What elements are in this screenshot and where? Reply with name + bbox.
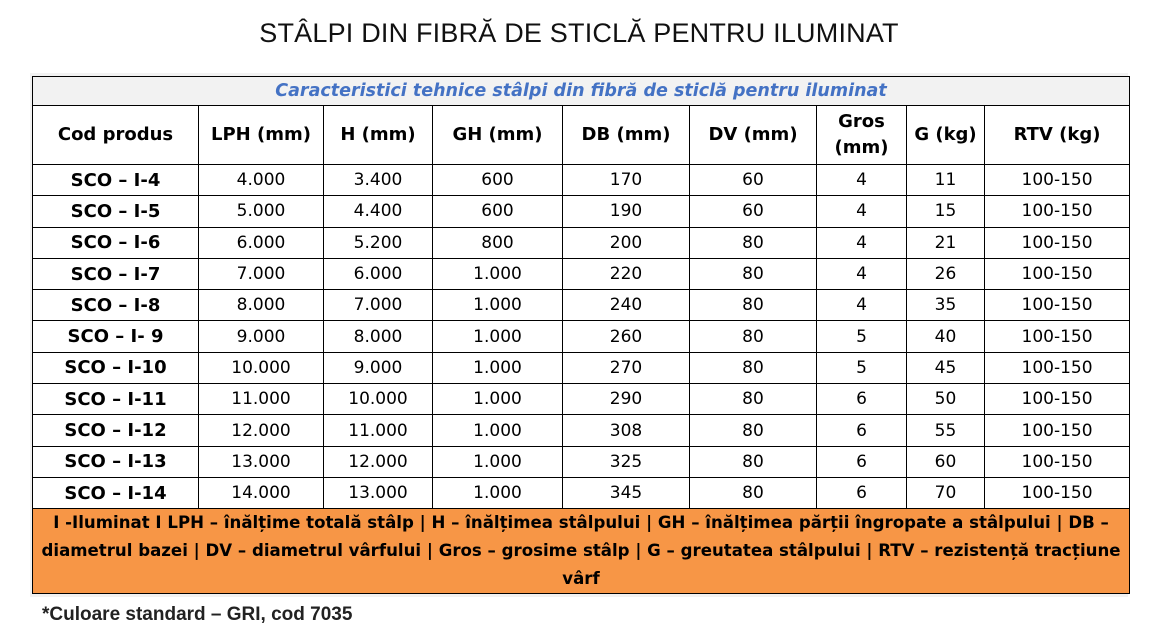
- table-cell: 1.000: [433, 477, 563, 508]
- table-row: [33, 352, 1130, 383]
- table-cell: 100-150: [985, 352, 1130, 383]
- table-cell: 6: [817, 477, 907, 508]
- table-cell: 10.000: [324, 384, 433, 415]
- table-cell: 270: [563, 352, 690, 383]
- table-caption: Caracteristici tehnice stâlpi din fibră de sticlă pentru iluminat: [33, 77, 1130, 106]
- footnote: *Culoare standard – GRI, cod 7035: [42, 604, 353, 625]
- table-cell: 325: [563, 446, 690, 477]
- table-cell: 11: [907, 165, 985, 196]
- table-cell: 80: [690, 477, 817, 508]
- table-cell: 4: [817, 165, 907, 196]
- table-cell: 6: [817, 415, 907, 446]
- table-cell: 60: [690, 196, 817, 227]
- table-cell: 1.000: [433, 258, 563, 289]
- table-cell: 600: [433, 196, 563, 227]
- table-cell: 1.000: [433, 352, 563, 383]
- abbreviations-legend: I -Iluminat I LPH – înălțime totală stâlp | H – înălțimea stâlpului | GH – înălțimea părții îngropate a stâlpului | DB – diametrul bazei | DV – diametrul vârfului | Gros – grosime stâlp | G – greutatea stâlpului | RTV – rezistență tracțiune vârf: [33, 509, 1130, 594]
- table-cell: 1.000: [433, 415, 563, 446]
- table-cell: 308: [563, 415, 690, 446]
- table-cell: 1.000: [433, 290, 563, 321]
- table-cell: 600: [433, 165, 563, 196]
- table-cell: 7.000: [199, 258, 324, 289]
- table-cell: 15: [907, 196, 985, 227]
- table-cell: 11.000: [199, 384, 324, 415]
- table-cell: 4: [817, 290, 907, 321]
- table-cell: 100-150: [985, 321, 1130, 352]
- table-cell: 14.000: [199, 477, 324, 508]
- product-code-cell: SCO – I- 9: [33, 321, 199, 352]
- table-cell: 70: [907, 477, 985, 508]
- table-cell: 170: [563, 165, 690, 196]
- table-cell: 12.000: [199, 415, 324, 446]
- table-cell: 100-150: [985, 446, 1130, 477]
- table-cell: 6.000: [324, 258, 433, 289]
- table-cell: 35: [907, 290, 985, 321]
- header-db: DB (mm): [563, 106, 690, 165]
- table-cell: 200: [563, 227, 690, 258]
- table-cell: 5: [817, 352, 907, 383]
- page-title: STÂLPI DIN FIBRĂ DE STICLĂ PENTRU ILUMINAT: [259, 18, 899, 48]
- table-cell: 4.400: [324, 196, 433, 227]
- header-rtv: RTV (kg): [985, 106, 1130, 165]
- product-code-cell: SCO – I-10: [33, 352, 199, 383]
- product-code-cell: SCO – I-4: [33, 165, 199, 196]
- table-cell: 8.000: [324, 321, 433, 352]
- table-cell: 240: [563, 290, 690, 321]
- table-row: [33, 196, 1130, 227]
- table-row: [33, 415, 1130, 446]
- table-cell: 100-150: [985, 227, 1130, 258]
- table-cell: 345: [563, 477, 690, 508]
- table-cell: 55: [907, 415, 985, 446]
- header-gros: Gros (mm): [817, 106, 907, 165]
- table-cell: 100-150: [985, 384, 1130, 415]
- table-cell: 190: [563, 196, 690, 227]
- product-code-cell: SCO – I-14: [33, 477, 199, 508]
- table-row: [33, 446, 1130, 477]
- table-cell: 3.400: [324, 165, 433, 196]
- product-code-cell: SCO – I-12: [33, 415, 199, 446]
- table-cell: 80: [690, 384, 817, 415]
- header-lph: LPH (mm): [199, 106, 324, 165]
- header-g: G (kg): [907, 106, 985, 165]
- table-cell: 4: [817, 227, 907, 258]
- table-cell: 45: [907, 352, 985, 383]
- table-cell: 80: [690, 446, 817, 477]
- table-cell: 80: [690, 227, 817, 258]
- table-row: [33, 384, 1130, 415]
- table-cell: 290: [563, 384, 690, 415]
- table-row: [33, 321, 1130, 352]
- product-code-cell: SCO – I-5: [33, 196, 199, 227]
- table-cell: 260: [563, 321, 690, 352]
- table-cell: 1.000: [433, 321, 563, 352]
- table-cell: 50: [907, 384, 985, 415]
- table-cell: 13.000: [199, 446, 324, 477]
- table-cell: 5: [817, 321, 907, 352]
- table-cell: 13.000: [324, 477, 433, 508]
- table-cell: 80: [690, 352, 817, 383]
- header-gh: GH (mm): [433, 106, 563, 165]
- product-code-cell: SCO – I-8: [33, 290, 199, 321]
- table-caption-row: [33, 77, 1130, 106]
- table-cell: 9.000: [199, 321, 324, 352]
- table-cell: 100-150: [985, 415, 1130, 446]
- table-cell: 6.000: [199, 227, 324, 258]
- table-cell: 60: [907, 446, 985, 477]
- header-h: H (mm): [324, 106, 433, 165]
- table-row: [33, 165, 1130, 196]
- table-cell: 12.000: [324, 446, 433, 477]
- table-cell: 1.000: [433, 384, 563, 415]
- table-cell: 100-150: [985, 258, 1130, 289]
- product-code-cell: SCO – I-11: [33, 384, 199, 415]
- product-code-cell: SCO – I-13: [33, 446, 199, 477]
- table-cell: 40: [907, 321, 985, 352]
- header-code: Cod produs: [33, 106, 199, 165]
- table-cell: 6: [817, 446, 907, 477]
- table-cell: 100-150: [985, 196, 1130, 227]
- table-cell: 9.000: [324, 352, 433, 383]
- table-cell: 10.000: [199, 352, 324, 383]
- product-code-cell: SCO – I-7: [33, 258, 199, 289]
- table-cell: 80: [690, 321, 817, 352]
- table-cell: 11.000: [324, 415, 433, 446]
- table-cell: 7.000: [324, 290, 433, 321]
- table-cell: 100-150: [985, 477, 1130, 508]
- table-cell: 80: [690, 258, 817, 289]
- table-cell: 5.200: [324, 227, 433, 258]
- table-row: [33, 227, 1130, 258]
- table-cell: 4: [817, 258, 907, 289]
- table-cell: 800: [433, 227, 563, 258]
- table-row: [33, 258, 1130, 289]
- table-cell: 8.000: [199, 290, 324, 321]
- table-cell: 5.000: [199, 196, 324, 227]
- table-cell: 100-150: [985, 165, 1130, 196]
- table-cell: 6: [817, 384, 907, 415]
- product-code-cell: SCO – I-6: [33, 227, 199, 258]
- table-cell: 60: [690, 165, 817, 196]
- table-cell: 80: [690, 290, 817, 321]
- table-header-row: [33, 106, 1130, 165]
- table-cell: 80: [690, 415, 817, 446]
- table-cell: 4.000: [199, 165, 324, 196]
- table-cell: 21: [907, 227, 985, 258]
- table-cell: 100-150: [985, 290, 1130, 321]
- table-row: [33, 477, 1130, 508]
- table-cell: 1.000: [433, 446, 563, 477]
- table-cell: 220: [563, 258, 690, 289]
- header-dv: DV (mm): [690, 106, 817, 165]
- specifications-table: [32, 76, 1130, 594]
- table-cell: 26: [907, 258, 985, 289]
- table-row: [33, 290, 1130, 321]
- legend-row: [33, 509, 1130, 594]
- table-cell: 4: [817, 196, 907, 227]
